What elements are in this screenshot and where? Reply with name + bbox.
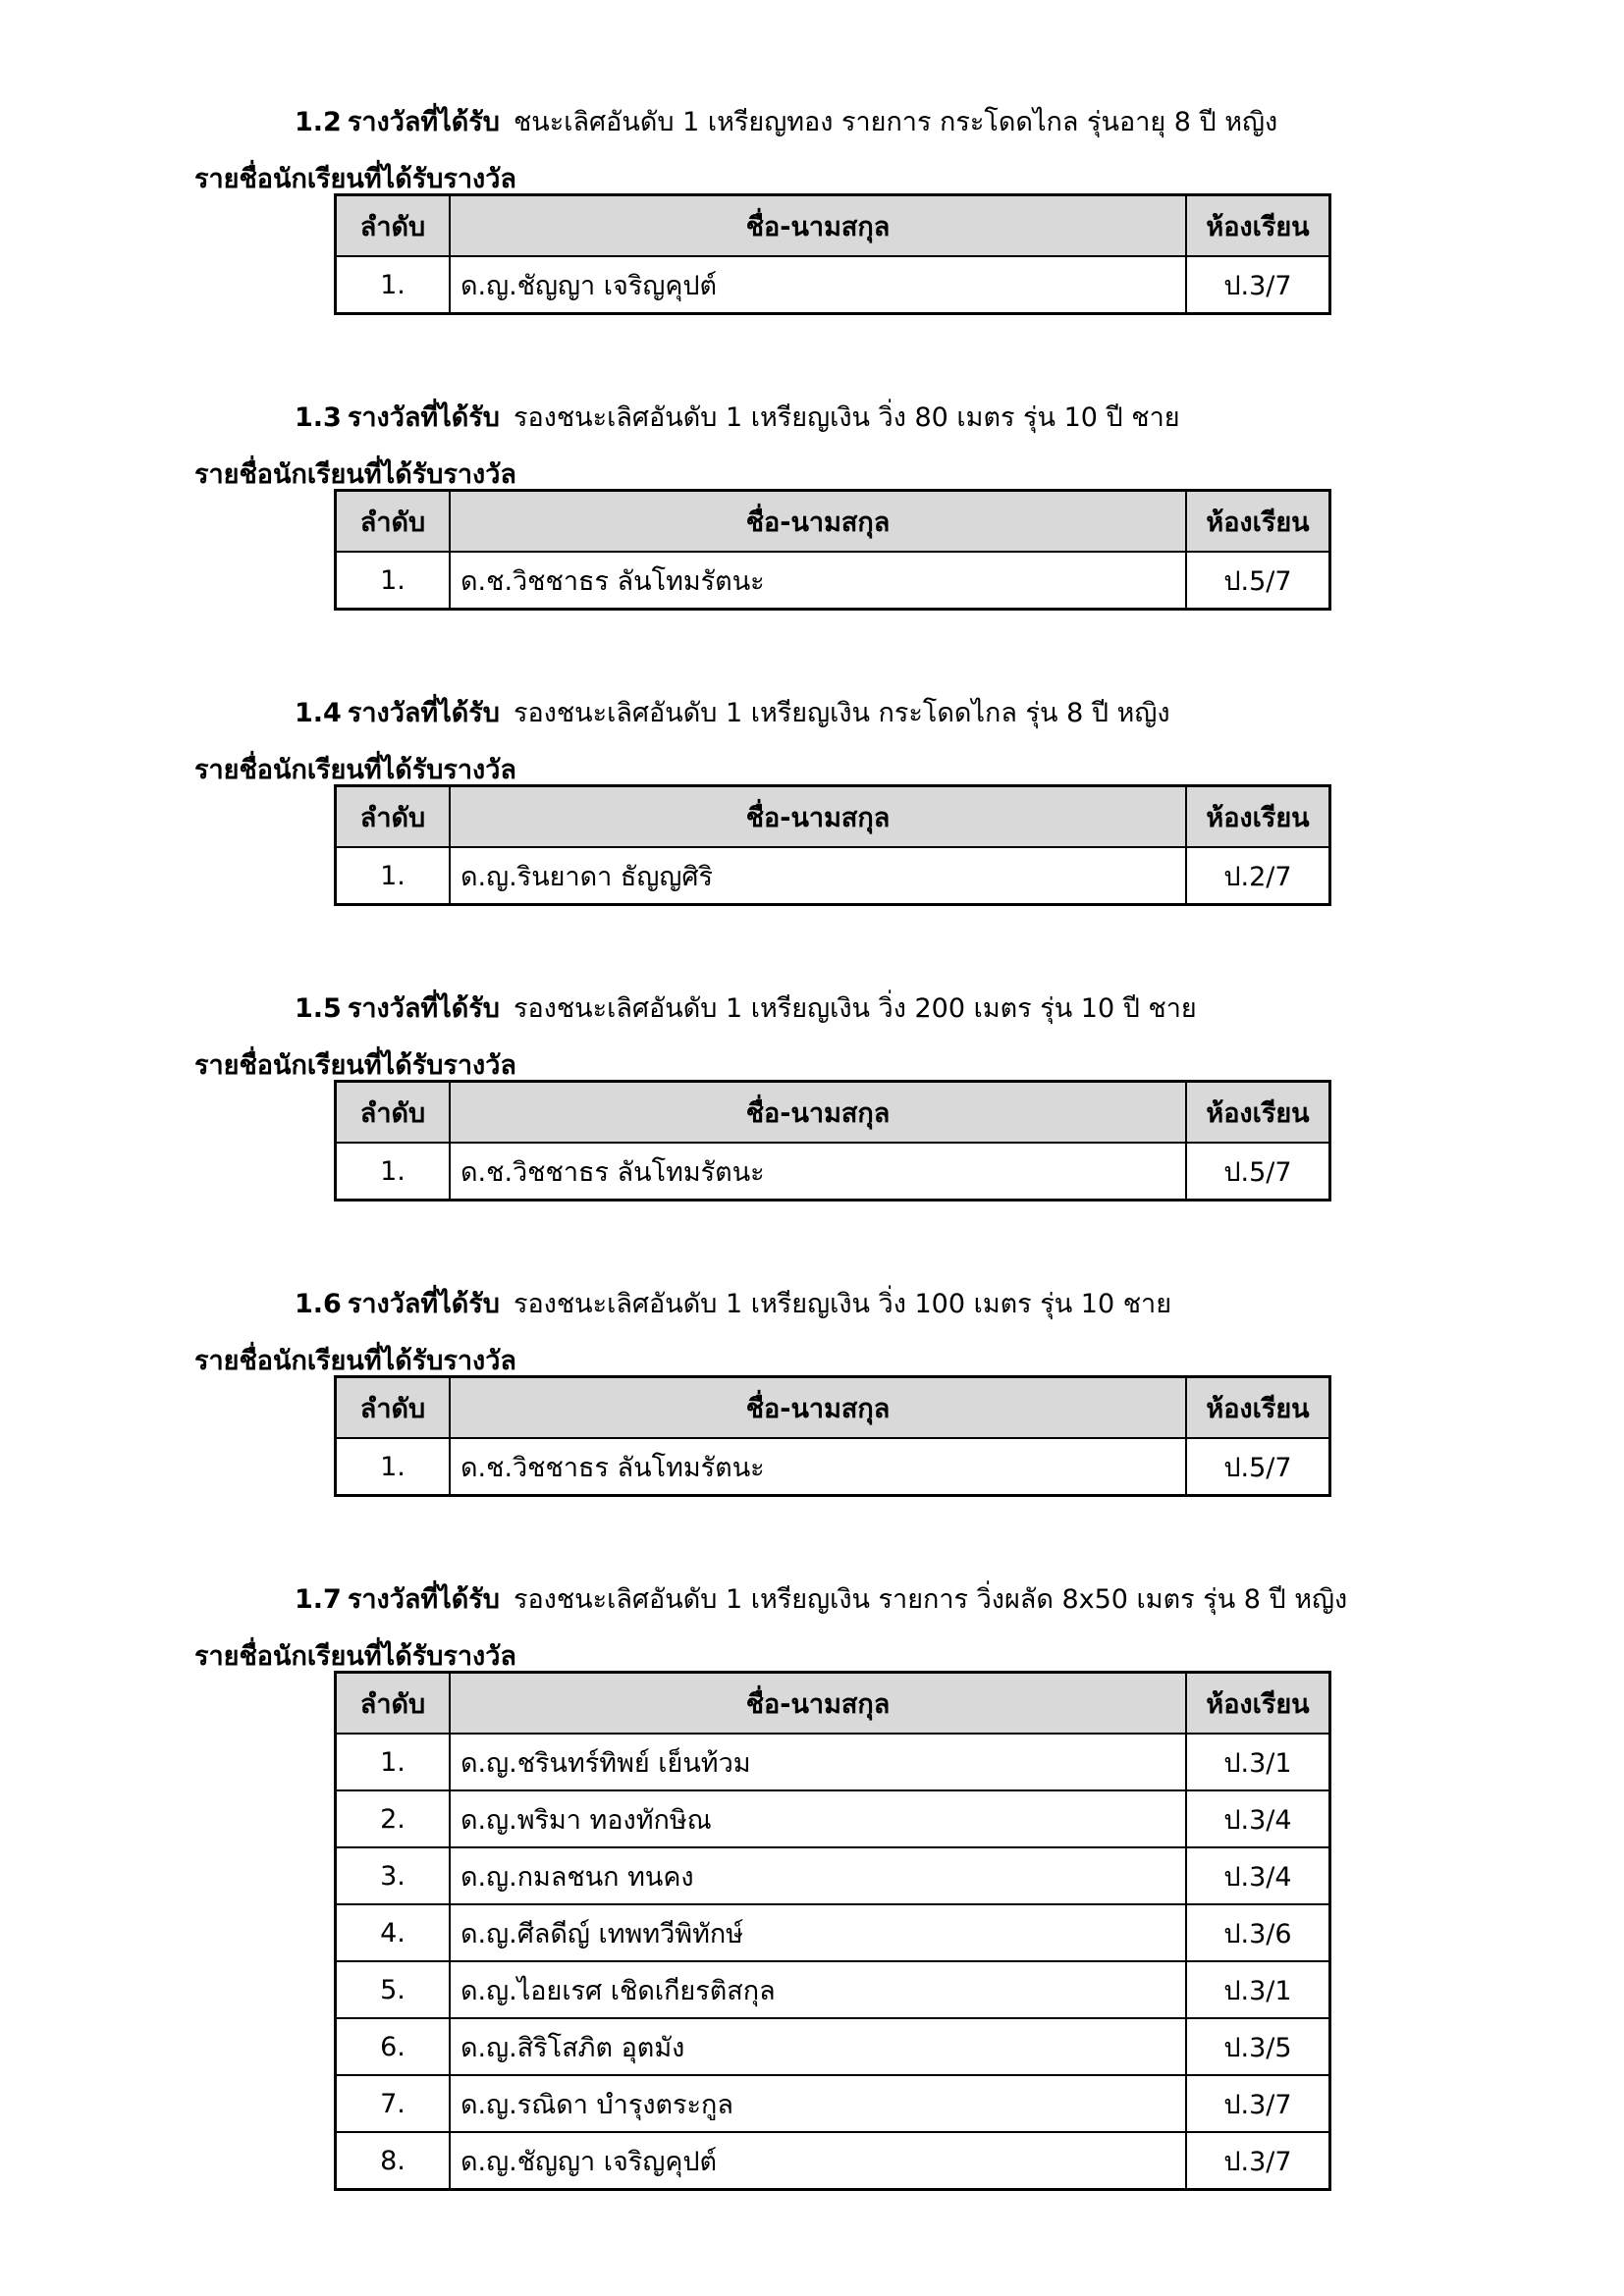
- table-header-row: [336, 1673, 1330, 1735]
- recipients-subtitle: รายชื่อนักเรียนที่ได้รับรางวัล: [194, 1346, 516, 1376]
- section-number: 1.6: [295, 1289, 342, 1319]
- cell-class: ป.3/7: [1186, 256, 1330, 314]
- award-heading: [295, 399, 1180, 438]
- header-name: ชื่อ-นามสกุล: [450, 1377, 1186, 1439]
- award-heading: [295, 694, 1170, 733]
- cell-name: ด.ญ.พริมา ทองทักษิณ: [450, 1790, 1186, 1847]
- table-header-row: [336, 491, 1330, 553]
- cell-name: ด.ญ.รินยาดา ธัญญศิริ: [450, 847, 1186, 905]
- header-no: ลำดับ: [336, 491, 451, 553]
- table-row: [336, 847, 1330, 905]
- table-row: [336, 256, 1330, 314]
- table-row: [336, 2018, 1330, 2075]
- header-name: ชื่อ-นามสกุล: [450, 491, 1186, 553]
- header-no: ลำดับ: [336, 1082, 451, 1144]
- header-name: ชื่อ-นามสกุล: [450, 1082, 1186, 1144]
- table-row: [336, 1961, 1330, 2018]
- cell-class: ป.3/5: [1186, 2018, 1330, 2075]
- table-row: [336, 1904, 1330, 1961]
- award-heading: [295, 1285, 1171, 1324]
- cell-name: ด.ญ.ศีลดีญ์ เทพทวีพิทักษ์: [450, 1904, 1186, 1961]
- cell-no: 1.: [336, 552, 451, 610]
- header-class: ห้องเรียน: [1186, 786, 1330, 848]
- cell-class: ป.5/7: [1186, 552, 1330, 610]
- cell-no: 7.: [336, 2075, 451, 2132]
- header-no: ลำดับ: [336, 1377, 451, 1439]
- cell-name: ด.ช.วิชชาธร ลันโทมรัตนะ: [450, 1438, 1186, 1496]
- section-number: 1.2: [295, 107, 342, 137]
- recipients-subtitle: รายชื่อนักเรียนที่ได้รับรางวัล: [194, 755, 516, 785]
- cell-name: ด.ช.วิชชาธร ลันโทมรัตนะ: [450, 1143, 1186, 1201]
- header-name: ชื่อ-นามสกุล: [450, 195, 1186, 257]
- cell-no: 1.: [336, 847, 451, 905]
- header-no: ลำดับ: [336, 195, 451, 257]
- award-heading: [295, 1580, 1347, 1620]
- award-description: รองชนะเลิศอันดับ 1 เหรียญเงิน รายการ วิ่งผลัด 8x50 เมตร รุ่น 8 ปี หญิง: [513, 1584, 1348, 1615]
- award-description: รองชนะเลิศอันดับ 1 เหรียญเงิน วิ่ง 80 เมตร รุ่น 10 ปี ชาย: [513, 402, 1180, 433]
- table-row: [336, 552, 1330, 610]
- cell-name: ด.ญ.ชรินทร์ทิพย์ เย็นท้วม: [450, 1734, 1186, 1790]
- section-number: 1.5: [295, 993, 342, 1024]
- header-class: ห้องเรียน: [1186, 1377, 1330, 1439]
- award-label: รางวัลที่ได้รับ: [347, 1289, 500, 1319]
- header-class: ห้องเรียน: [1186, 1082, 1330, 1144]
- award-heading: [295, 103, 1277, 142]
- recipients-table: [334, 1375, 1331, 1497]
- table-row: [336, 1847, 1330, 1904]
- cell-name: ด.ญ.สิริโสภิต อุตมัง: [450, 2018, 1186, 2075]
- table-header-row: [336, 1377, 1330, 1439]
- table-header-row: [336, 1082, 1330, 1144]
- cell-no: 1.: [336, 1143, 451, 1201]
- header-class: ห้องเรียน: [1186, 1673, 1330, 1735]
- cell-name: ด.ญ.ชัญญา เจริญคุปต์: [450, 2132, 1186, 2190]
- table-row: [336, 1734, 1330, 1790]
- table-header-row: [336, 195, 1330, 257]
- recipients-subtitle: รายชื่อนักเรียนที่ได้รับรางวัล: [194, 459, 516, 490]
- cell-no: 2.: [336, 1790, 451, 1847]
- cell-no: 5.: [336, 1961, 451, 2018]
- header-name: ชื่อ-นามสกุล: [450, 786, 1186, 848]
- cell-name: ด.ญ.ชัญญา เจริญคุปต์: [450, 256, 1186, 314]
- cell-no: 3.: [336, 1847, 451, 1904]
- table-row: [336, 1790, 1330, 1847]
- section-number: 1.4: [295, 698, 342, 728]
- recipients-table: [334, 193, 1331, 315]
- cell-no: 1.: [336, 1438, 451, 1496]
- award-heading: [295, 989, 1197, 1029]
- cell-class: ป.5/7: [1186, 1438, 1330, 1496]
- recipients-table: [334, 1671, 1331, 2191]
- header-no: ลำดับ: [336, 786, 451, 848]
- header-class: ห้องเรียน: [1186, 491, 1330, 553]
- award-description: รองชนะเลิศอันดับ 1 เหรียญเงิน กระโดดไกล รุ่น 8 ปี หญิง: [513, 698, 1170, 728]
- award-description: รองชนะเลิศอันดับ 1 เหรียญเงิน วิ่ง 100 เมตร รุ่น 10 ชาย: [513, 1289, 1172, 1319]
- cell-name: ด.ญ.รณิดา บำรุงตระกูล: [450, 2075, 1186, 2132]
- recipients-table: [334, 784, 1331, 906]
- cell-name: ด.ช.วิชชาธร ลันโทมรัตนะ: [450, 552, 1186, 610]
- award-label: รางวัลที่ได้รับ: [347, 402, 500, 433]
- cell-no: 6.: [336, 2018, 451, 2075]
- award-label: รางวัลที่ได้รับ: [347, 993, 500, 1024]
- header-class: ห้องเรียน: [1186, 195, 1330, 257]
- cell-class: ป.3/6: [1186, 1904, 1330, 1961]
- table-row: [336, 1143, 1330, 1201]
- recipients-subtitle: รายชื่อนักเรียนที่ได้รับรางวัล: [194, 1641, 516, 1672]
- section-number: 1.3: [295, 402, 342, 433]
- table-header-row: [336, 786, 1330, 848]
- cell-no: 8.: [336, 2132, 451, 2190]
- award-label: รางวัลที่ได้รับ: [347, 1584, 500, 1615]
- cell-class: ป.3/1: [1186, 1961, 1330, 2018]
- header-name: ชื่อ-นามสกุล: [450, 1673, 1186, 1735]
- award-description: ชนะเลิศอันดับ 1 เหรียญทอง รายการ กระโดดไกล รุ่นอายุ 8 ปี หญิง: [513, 107, 1278, 137]
- cell-class: ป.2/7: [1186, 847, 1330, 905]
- cell-class: ป.3/4: [1186, 1790, 1330, 1847]
- cell-class: ป.3/1: [1186, 1734, 1330, 1790]
- table-row: [336, 2132, 1330, 2190]
- cell-no: 1.: [336, 1734, 451, 1790]
- recipients-table: [334, 489, 1331, 611]
- cell-class: ป.3/7: [1186, 2075, 1330, 2132]
- cell-no: 1.: [336, 256, 451, 314]
- cell-class: ป.3/4: [1186, 1847, 1330, 1904]
- table-row: [336, 2075, 1330, 2132]
- cell-class: ป.3/7: [1186, 2132, 1330, 2190]
- table-row: [336, 1438, 1330, 1496]
- header-no: ลำดับ: [336, 1673, 451, 1735]
- award-description: รองชนะเลิศอันดับ 1 เหรียญเงิน วิ่ง 200 เมตร รุ่น 10 ปี ชาย: [513, 993, 1197, 1024]
- cell-name: ด.ญ.กมลชนก ทนคง: [450, 1847, 1186, 1904]
- section-number: 1.7: [295, 1584, 342, 1615]
- cell-class: ป.5/7: [1186, 1143, 1330, 1201]
- recipients-subtitle: รายชื่อนักเรียนที่ได้รับรางวัล: [194, 164, 516, 194]
- cell-no: 4.: [336, 1904, 451, 1961]
- cell-name: ด.ญ.ไอยเรศ เชิดเกียรติสกุล: [450, 1961, 1186, 2018]
- recipients-table: [334, 1080, 1331, 1201]
- recipients-subtitle: รายชื่อนักเรียนที่ได้รับรางวัล: [194, 1050, 516, 1081]
- award-label: รางวัลที่ได้รับ: [347, 698, 500, 728]
- award-label: รางวัลที่ได้รับ: [347, 107, 500, 137]
